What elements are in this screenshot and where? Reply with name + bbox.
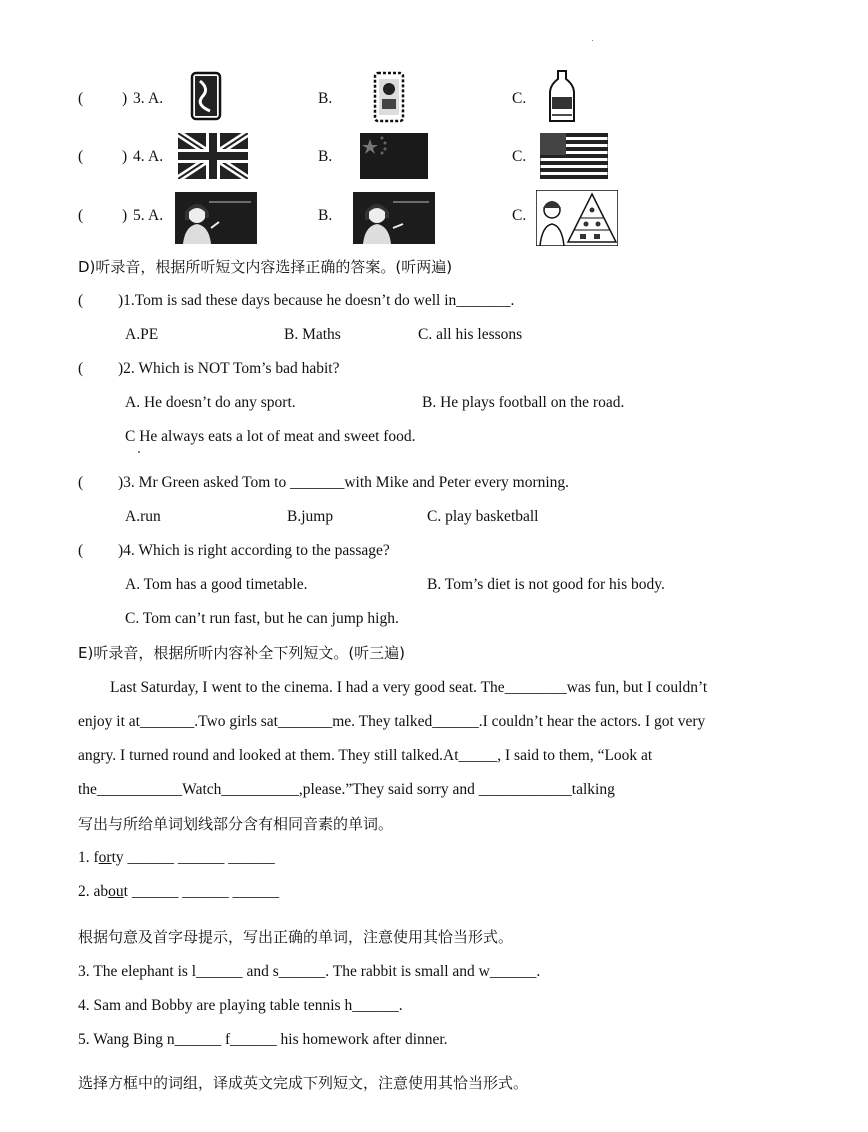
- option-b-label: B.: [318, 90, 333, 107]
- china-flag-icon: [360, 133, 428, 179]
- spelling-item: 3. The elephant is l______ and s______. The rabbit is small and w______.: [78, 963, 541, 980]
- answer-paren-open: (: [78, 360, 84, 377]
- uk-flag-icon: [178, 133, 248, 179]
- answer-paren-close: ): [122, 207, 128, 224]
- option-a: A. Tom has a good timetable.: [125, 576, 308, 593]
- section-e-heading: E)听录音，根据所听内容补全下列短文。(听三遍): [78, 644, 406, 662]
- translation-heading: 选择方框中的词组，译成英文完成下列短文，注意使用其恰当形式。: [78, 1074, 529, 1092]
- answer-paren-open: (: [78, 207, 84, 224]
- option-b: B. Maths: [284, 326, 341, 343]
- answer-paren-open: (: [78, 474, 84, 491]
- phonetics-item: [78, 882, 279, 902]
- option-c-label: C.: [512, 207, 527, 224]
- option-c-label: C.: [512, 90, 527, 107]
- answer-paren-open: (: [78, 292, 84, 309]
- option-b-label: B.: [318, 148, 333, 165]
- spelling-heading: 根据句意及首字母提示，写出正确的单词，注意使用其恰当形式。: [78, 928, 514, 946]
- option-c: C. play basketball: [427, 508, 539, 525]
- underlined-letters: ou: [108, 883, 124, 900]
- option-b: B.jump: [287, 508, 334, 525]
- answer-paren-open: (: [78, 542, 84, 559]
- question-number: 4.: [133, 148, 145, 165]
- passage-line: Last Saturday, I went to the cinema. I had a very good seat. The________was fun, but I couldn’t: [110, 679, 708, 696]
- question-stem: )3. Mr Green asked Tom to _______with Mike and Peter every morning.: [118, 474, 570, 491]
- option-c: C. all his lessons: [418, 326, 523, 343]
- question-number: 3.: [133, 90, 145, 107]
- option-a: A. He doesn’t do any sport.: [125, 394, 296, 411]
- bottle-icon: [548, 69, 576, 125]
- stray-dot: [138, 451, 140, 453]
- underlined-letters: or: [98, 849, 112, 866]
- spelling-item: 5. Wang Bing n______ f______ his homework after dinner.: [78, 1031, 448, 1048]
- question-stem: )1.Tom is sad these days because he doesn’t do well in_______.: [118, 292, 515, 309]
- scan-speck: [592, 40, 593, 41]
- food-pyramid-icon: [536, 190, 618, 246]
- option-a-label: A.: [148, 90, 164, 107]
- option-b: B. Tom’s diet is not good for his body.: [427, 576, 665, 593]
- item-suffix: t ______ ______ ______: [123, 883, 280, 900]
- option-c: C He always eats a lot of meat and sweet food.: [125, 428, 416, 445]
- option-a: A.run: [125, 508, 161, 525]
- passage-line: enjoy it at_______.Two girls sat_______me. They talked______.I couldn’t hear the actors. I got very: [78, 713, 706, 730]
- question-stem: )2. Which is NOT Tom’s bad habit?: [118, 360, 340, 377]
- answer-paren-close: ): [122, 90, 128, 107]
- option-b: B. He plays football on the road.: [422, 394, 625, 411]
- phonetics-heading: 写出与所给单词划线部分含有相同音素的单词。: [78, 815, 394, 833]
- teacher-blackboard-icon: [353, 192, 435, 244]
- phonetics-item: [78, 848, 275, 868]
- section-d-heading: D)听录音，根据所听短文内容选择正确的答案。(听两遍): [78, 258, 453, 276]
- item-suffix: ty ______ ______ ______: [111, 849, 275, 866]
- option-c-label: C.: [512, 148, 527, 165]
- teacher-blackboard-icon: [175, 192, 257, 244]
- answer-paren-close: ): [122, 148, 128, 165]
- option-b-label: B.: [318, 207, 333, 224]
- option-c: C. Tom can’t run fast, but he can jump high.: [125, 610, 399, 627]
- question-stem: )4. Which is right according to the passage?: [118, 542, 390, 559]
- answer-paren-open: (: [78, 90, 84, 107]
- option-a: A.PE: [125, 326, 159, 343]
- answer-paren-open: (: [78, 148, 84, 165]
- item-prefix: 2. ab: [78, 883, 109, 900]
- passage-line: the___________Watch__________,please.”They said sorry and ____________talking: [78, 781, 615, 798]
- option-a-label: A.: [148, 207, 164, 224]
- drink-can-icon: [373, 71, 405, 123]
- question-number: 5.: [133, 207, 145, 224]
- item-prefix: 1. f: [78, 849, 99, 866]
- usa-flag-icon: [540, 133, 608, 179]
- option-a-label: A.: [148, 148, 164, 165]
- cola-can-icon: [190, 71, 222, 121]
- spelling-item: 4. Sam and Bobby are playing table tennis h______.: [78, 997, 403, 1014]
- passage-line: angry. I turned round and looked at them. They still talked.At_____, I said to them, “Look at: [78, 747, 653, 764]
